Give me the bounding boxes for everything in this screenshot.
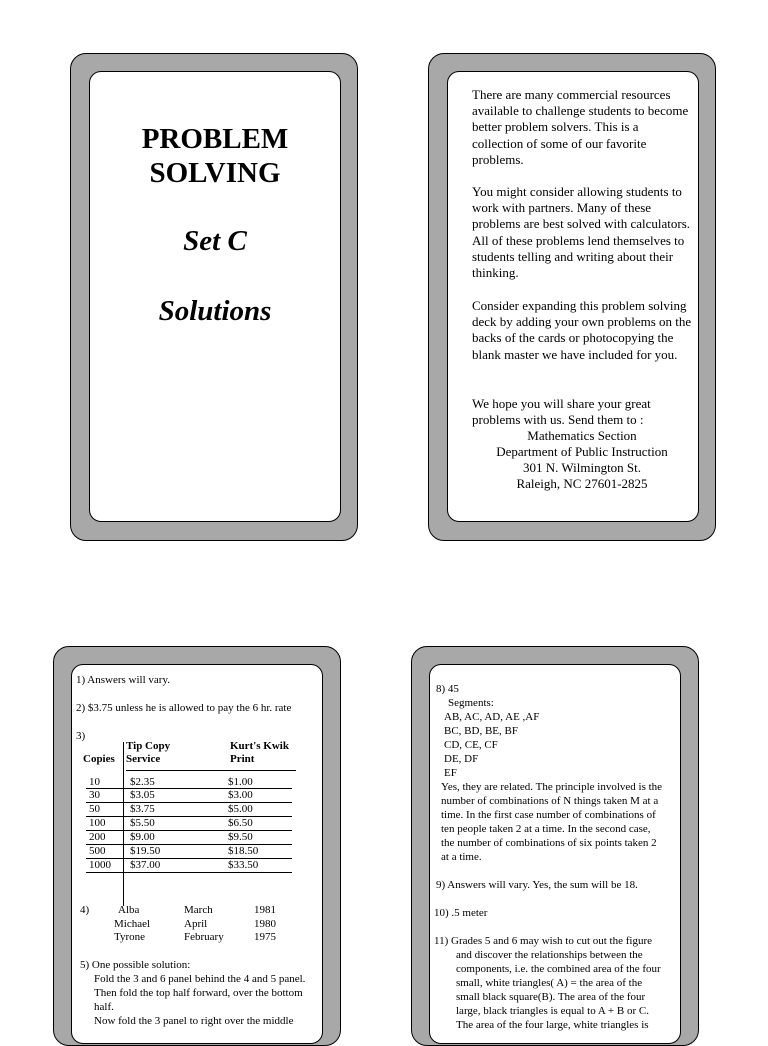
row-rule — [86, 788, 292, 789]
cell-tip: $2.35 — [130, 776, 155, 788]
card-title — [89, 71, 341, 522]
cell-kurt: $5.00 — [228, 803, 253, 815]
card-answers-1 — [71, 664, 323, 1044]
cell-tip: $19.50 — [130, 845, 161, 857]
answer-8-text: number of combinations of N things taken M at a — [441, 795, 659, 807]
answer-4-label: 4) — [80, 904, 90, 916]
col-header-kurt: Print — [230, 753, 255, 765]
answer-11-line: and discover the relationships between the — [456, 949, 643, 961]
answer-8-text: at a time. — [441, 851, 482, 863]
answer-8-text: Yes, they are related. The principle involved is the — [441, 781, 663, 793]
cell-copies: 200 — [89, 831, 106, 843]
answer-11-line: 11) Grades 5 and 6 may wish to cut out the figure — [434, 935, 653, 947]
answer-5-line: Fold the 3 and 6 panel behind the 4 and 5 panel. — [94, 973, 306, 985]
person-year: 1980 — [254, 918, 276, 930]
intro-paragraph-4: We hope you will share your great problems with us. Send them to : — [472, 396, 651, 428]
title-line-2: SOLVING — [149, 157, 281, 189]
cell-kurt: $9.50 — [228, 831, 253, 843]
person-month: April — [184, 918, 208, 930]
set-label: Set C — [183, 225, 247, 257]
person-name: Tyrone — [114, 931, 145, 943]
answer-8-text: ten people taken 2 at a time. In the second case, — [441, 823, 651, 835]
person-year: 1981 — [254, 904, 276, 916]
segments-label: Segments: — [448, 697, 494, 709]
answer-8-text: the number of combinations of six points taken 2 — [441, 837, 657, 849]
cell-tip: $3.05 — [130, 789, 155, 801]
answer-2: 2) $3.75 unless he is allowed to pay the 6 hr. rate — [76, 702, 292, 714]
segment-line: BC, BD, BE, BF — [444, 725, 518, 737]
segment-line: EF — [444, 767, 457, 779]
col-header-kurt: Kurt's Kwik — [230, 740, 289, 752]
col-header-copies: Copies — [83, 753, 115, 765]
row-rule — [86, 816, 292, 817]
address-line: 301 N. Wilmington St. — [522, 460, 642, 475]
cell-kurt: $33.50 — [228, 859, 259, 871]
answer-10: 10) .5 meter — [434, 907, 488, 919]
cell-tip: $9.00 — [130, 831, 155, 843]
table-rule — [126, 770, 296, 771]
cell-kurt: $18.50 — [228, 845, 259, 857]
answer-5-line: half. — [94, 1001, 114, 1013]
answer-5-line: Now fold the 3 panel to right over the middle — [94, 1015, 294, 1027]
answer-11-line: small black square(B). The area of the four — [456, 991, 646, 1003]
answer-3-label: 3) — [76, 730, 86, 742]
cell-tip: $3.75 — [130, 803, 155, 815]
cell-copies: 100 — [89, 817, 106, 829]
answer-8-text: time. In the first case number of combinations of — [441, 809, 656, 821]
cell-copies: 30 — [89, 789, 100, 801]
intro-paragraph-3: Consider expanding this problem solving deck by adding your own problems on the backs of the cards or photocopying the blank master we have included for you. — [472, 298, 692, 362]
person-name: Michael — [114, 918, 151, 930]
address-line: Mathematics Section — [527, 428, 637, 443]
answer-9: 9) Answers will vary. Yes, the sum will be 18. — [436, 879, 638, 891]
answer-1: 1) Answers will vary. — [76, 674, 170, 686]
row-rule — [86, 802, 292, 803]
cell-kurt: $6.50 — [228, 817, 253, 829]
row-rule — [86, 858, 292, 859]
card-intro — [447, 71, 699, 522]
answer-11-line: small, white triangles( A) = the area of the — [456, 977, 643, 989]
cell-tip: $37.00 — [130, 859, 161, 871]
answer-11-line: components, i.e. the combined area of the four — [456, 963, 661, 975]
address-line: Raleigh, NC 27601-2825 — [516, 476, 648, 491]
row-rule — [86, 872, 292, 873]
col-header-tip: Service — [126, 753, 161, 765]
segment-line: CD, CE, CF — [444, 739, 498, 751]
segment-line: DE, DF — [444, 753, 479, 765]
cell-kurt: $1.00 — [228, 776, 253, 788]
answer-5-line: Then fold the top half forward, over the bottom — [94, 987, 303, 999]
person-year: 1975 — [254, 931, 276, 943]
cell-copies: 10 — [89, 776, 100, 788]
intro-paragraph-2: You might consider allowing students to work with partners. Many of these problems are best solved with calculators. All of these problems lend themselves to students telling and writing about their thinking. — [472, 184, 691, 281]
answer-5-line: 5) One possible solution: — [80, 959, 191, 971]
segment-line: AB, AC, AD, AE ,AF — [444, 711, 540, 723]
person-month: March — [184, 904, 213, 916]
address-line: Department of Public Instruction — [496, 444, 668, 459]
cell-copies: 1000 — [89, 859, 111, 871]
cell-tip: $5.50 — [130, 817, 155, 829]
answer-11-line: large, black triangles is equal to A + B or C. — [456, 1005, 649, 1017]
subtitle: Solutions — [158, 295, 272, 327]
cell-copies: 50 — [89, 803, 100, 815]
title-line-1: PROBLEM — [141, 123, 289, 155]
card-answers-2 — [429, 664, 681, 1044]
row-rule — [86, 844, 292, 845]
person-name: Alba — [118, 904, 140, 916]
table-divider — [123, 742, 124, 906]
answer-8: 8) 45 — [436, 683, 459, 695]
cell-kurt: $3.00 — [228, 789, 253, 801]
cell-copies: 500 — [89, 845, 106, 857]
col-header-tip: Tip Copy — [126, 740, 171, 752]
person-month: February — [184, 931, 224, 943]
answer-11-line: The area of the four large, white triangles is — [456, 1019, 649, 1031]
row-rule — [86, 830, 292, 831]
intro-paragraph-1: There are many commercial resources available to challenge students to become better problem solvers. This is a collection of some of our favorite problems. — [472, 87, 689, 167]
